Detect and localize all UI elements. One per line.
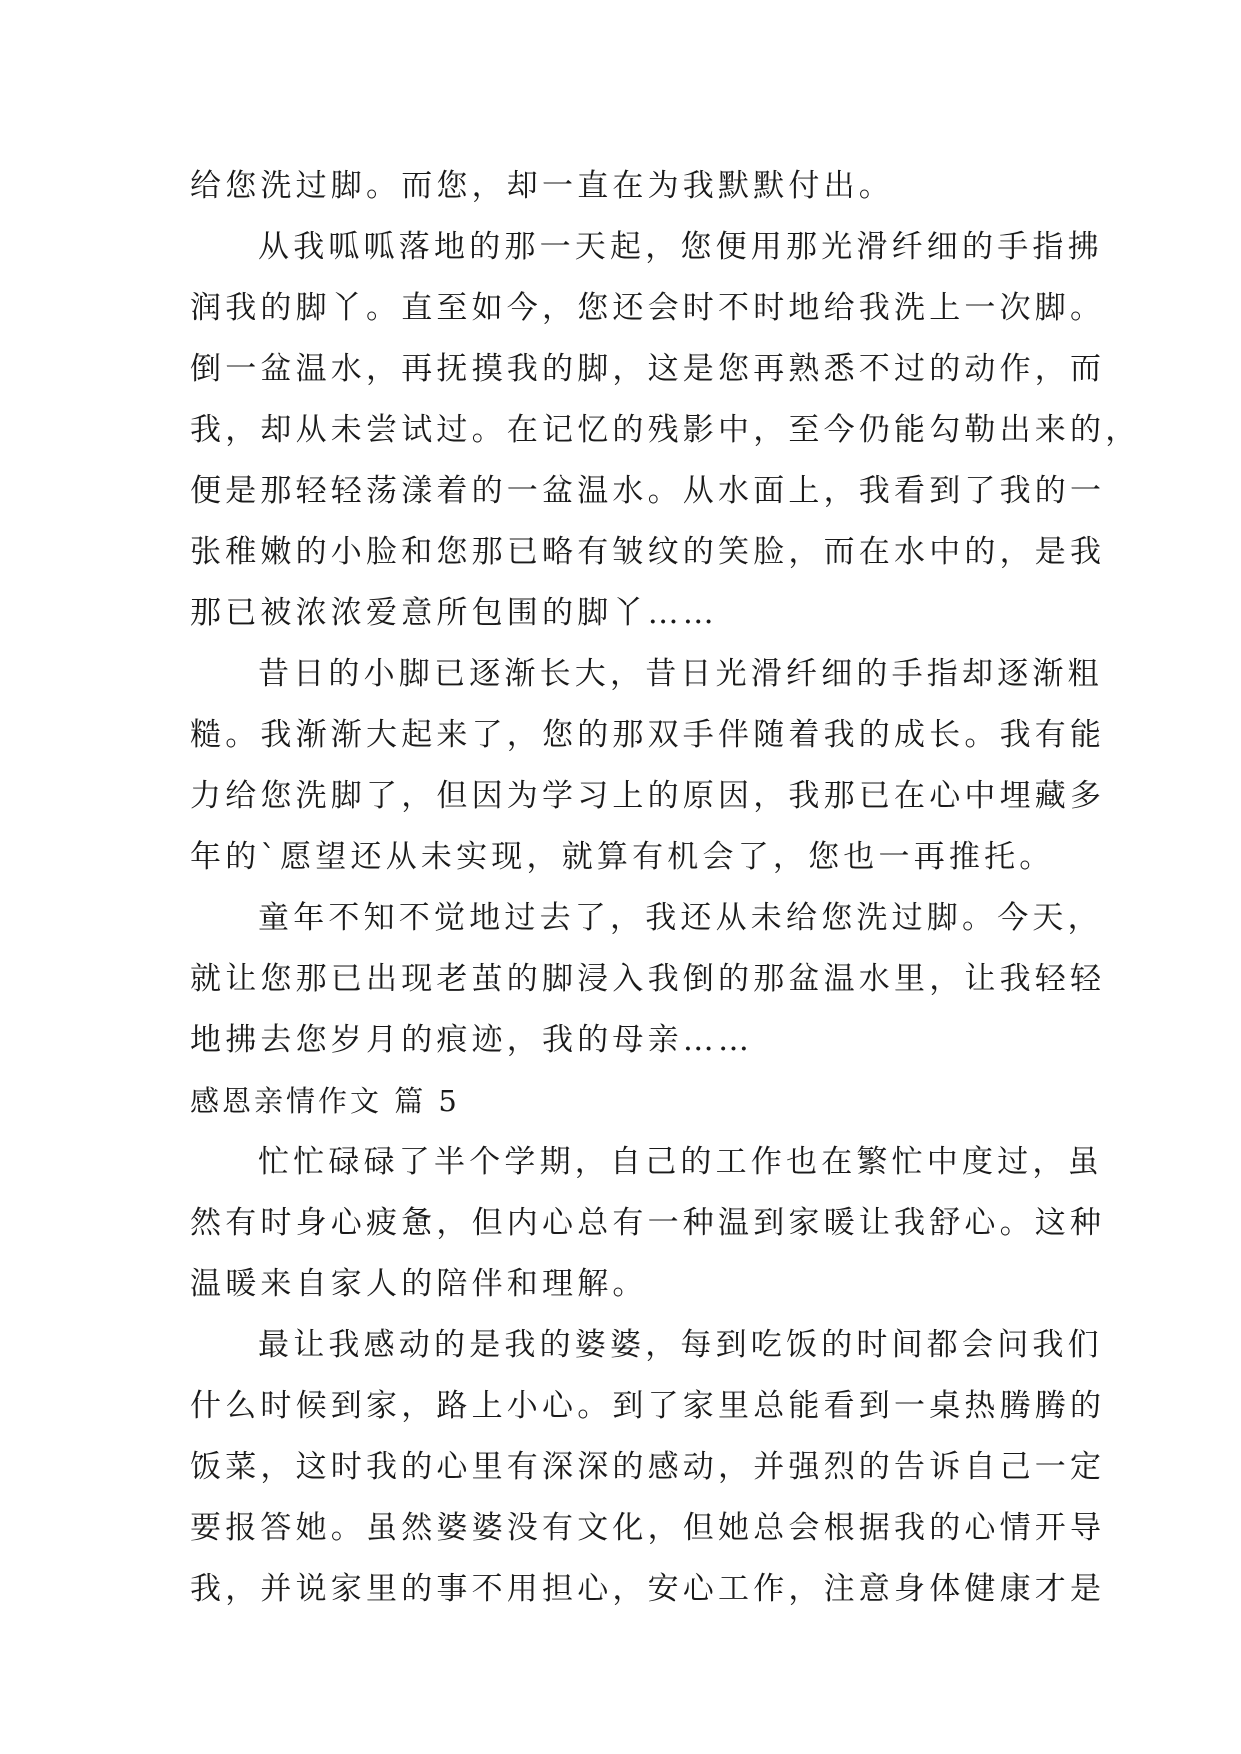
text-line: 糙。我渐渐大起来了，您的那双手伴随着我的成长。我有能 — [190, 717, 1106, 753]
paragraph-first-line: 从我呱呱落地的那一天起，您便用那光滑纤细的手指拂 — [258, 229, 1103, 265]
paragraph-first-line: 昔日的小脚已逐渐长大，昔日光滑纤细的手指却逐渐粗 — [258, 656, 1103, 692]
document-body — [190, 156, 1141, 1620]
text-line: 张稚嫩的小脸和您那已略有皱纹的笑脸，而在水中的，是我 — [190, 534, 1106, 570]
text-line: 地拂去您岁月的痕迹，我的母亲…… — [190, 1022, 754, 1058]
text-line: 年的`愿望还从未实现，就算有机会了，您也一再推托。 — [190, 839, 1055, 875]
text-line: 饭菜，这时我的心里有深深的感动，并强烈的告诉自己一定 — [190, 1449, 1106, 1485]
text-line: 我，并说家里的事不用担心，安心工作，注意身体健康才是 — [190, 1571, 1106, 1607]
text-line: 我，却从未尝试过。在记忆的残影中，至今仍能勾勒出来的， — [190, 412, 1141, 448]
text-line: 什么时候到家，路上小心。到了家里总能看到一桌热腾腾的 — [190, 1388, 1106, 1424]
text-line: 便是那轻轻荡漾着的一盆温水。从水面上，我看到了我的一 — [190, 473, 1106, 509]
paragraph-first-line: 童年不知不觉地过去了，我还从未给您洗过脚。今天， — [258, 900, 1103, 936]
text-line: 温暖来自家人的陪伴和理解。 — [190, 1266, 648, 1302]
text-line: 力给您洗脚了，但因为学习上的原因，我那已在心中埋藏多 — [190, 778, 1106, 814]
text-line: 那已被浓浓爱意所包围的脚丫…… — [190, 595, 718, 631]
section-heading: 感恩亲情作文 篇 5 — [190, 1084, 460, 1118]
text-line: 就让您那已出现老茧的脚浸入我倒的那盆温水里，让我轻轻 — [190, 961, 1106, 997]
text-line: 然有时身心疲惫，但内心总有一种温到家暖让我舒心。这种 — [190, 1205, 1106, 1241]
paragraph-first-line: 忙忙碌碌了半个学期，自己的工作也在繁忙中度过，虽 — [258, 1144, 1103, 1180]
text-line: 润我的脚丫。直至如今，您还会时不时地给我洗上一次脚。 — [190, 290, 1106, 326]
text-line: 给您洗过脚。而您，却一直在为我默默付出。 — [190, 168, 894, 204]
text-line: 要报答她。虽然婆婆没有文化，但她总会根据我的心情开导 — [190, 1510, 1106, 1546]
paragraph-first-line: 最让我感动的是我的婆婆，每到吃饭的时间都会问我们 — [258, 1327, 1103, 1363]
text-line: 倒一盆温水，再抚摸我的脚，这是您再熟悉不过的动作，而 — [190, 351, 1106, 387]
